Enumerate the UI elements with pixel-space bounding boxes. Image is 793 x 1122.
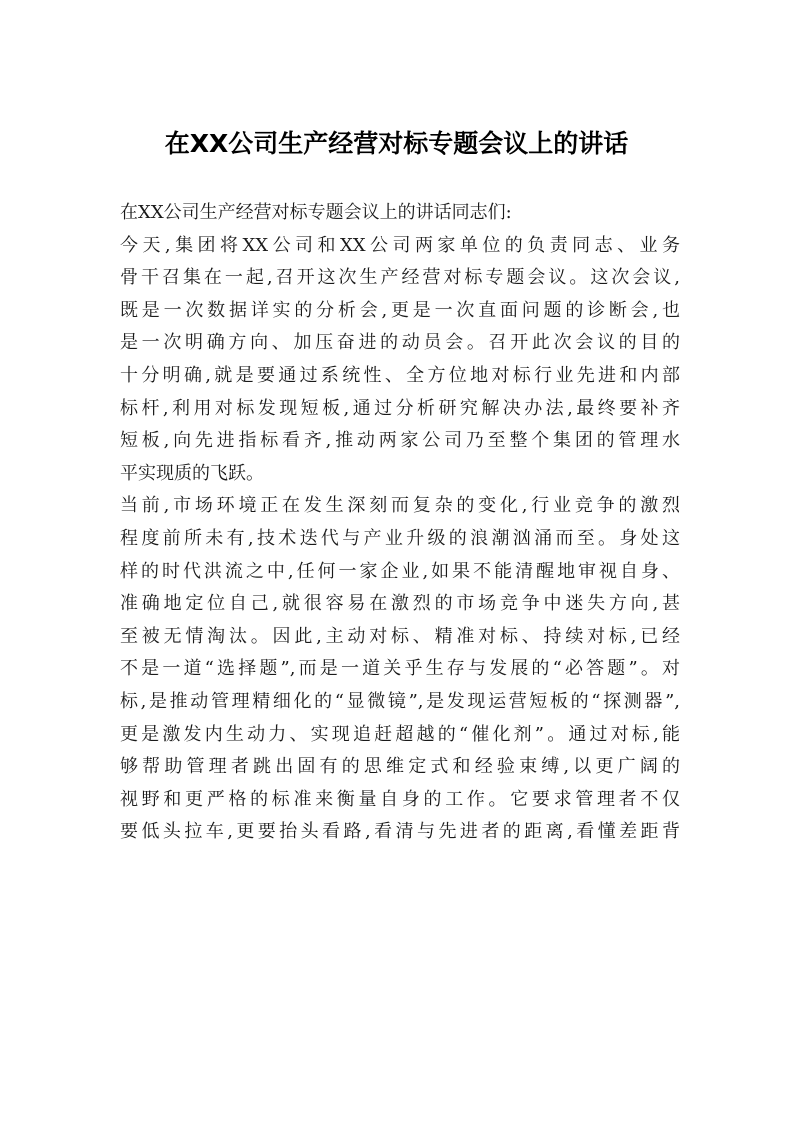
document-title: 在XX公司生产经营对标专题会议上的讲话	[164, 129, 629, 158]
body-line: 更是激发内生动力、实现追赶超越的“催化剂”。通过对标,能	[120, 723, 680, 745]
body-line: 既是一次数据详实的分析会,更是一次直面问题的诊断会,也	[120, 299, 680, 321]
body-line: 当前,市场环境正在发生深刻而复杂的变化,行业竞争的激烈	[120, 495, 680, 517]
body-line: 是一次明确方向、加压奋进的动员会。召开此次会议的目的	[120, 332, 680, 354]
document-body	[120, 197, 680, 849]
body-line: 至被无情淘汰。因此,主动对标、精准对标、持续对标,已经	[120, 625, 680, 647]
body-line: 视野和更严格的标准来衡量自身的工作。它要求管理者不仅	[120, 788, 680, 810]
body-line: 短板,向先进指标看齐,推动两家公司乃至整个集团的管理水	[120, 430, 680, 452]
body-line: 要低头拉车,更要抬头看路,看清与先进者的距离,看懂差距背	[120, 821, 680, 843]
body-line: 不是一道“选择题”,而是一道关乎生存与发展的“必答题”。对	[120, 658, 680, 680]
body-line: 程度前所未有,技术迭代与产业升级的浪潮汹涌而至。身处这	[120, 527, 680, 549]
body-line: 骨干召集在一起,召开这次生产经营对标专题会议。这次会议,	[120, 267, 680, 289]
body-line: 标杆,利用对标发现短板,通过分析研究解决办法,最终要补齐	[120, 397, 680, 419]
body-line: 平实现质的飞跃。	[120, 462, 264, 484]
body-line: 标,是推动管理精细化的“显微镜”,是发现运营短板的“探测器”,	[120, 690, 680, 712]
body-line: 准确地定位自己,就很容易在激烈的市场竞争中迷失方向,甚	[120, 593, 680, 615]
body-line: 样的时代洪流之中,任何一家企业,如果不能清醒地审视自身、	[120, 560, 680, 582]
body-line: 今天,集团将XX公司和XX公司两家单位的负责同志、业务	[120, 234, 680, 256]
body-line: 在XX公司生产经营对标专题会议上的讲话同志们:	[120, 202, 512, 223]
body-line: 够帮助管理者跳出固有的思维定式和经验束缚,以更广阔的	[120, 756, 680, 778]
body-line: 十分明确,就是要通过系统性、全方位地对标行业先进和内部	[120, 364, 680, 386]
